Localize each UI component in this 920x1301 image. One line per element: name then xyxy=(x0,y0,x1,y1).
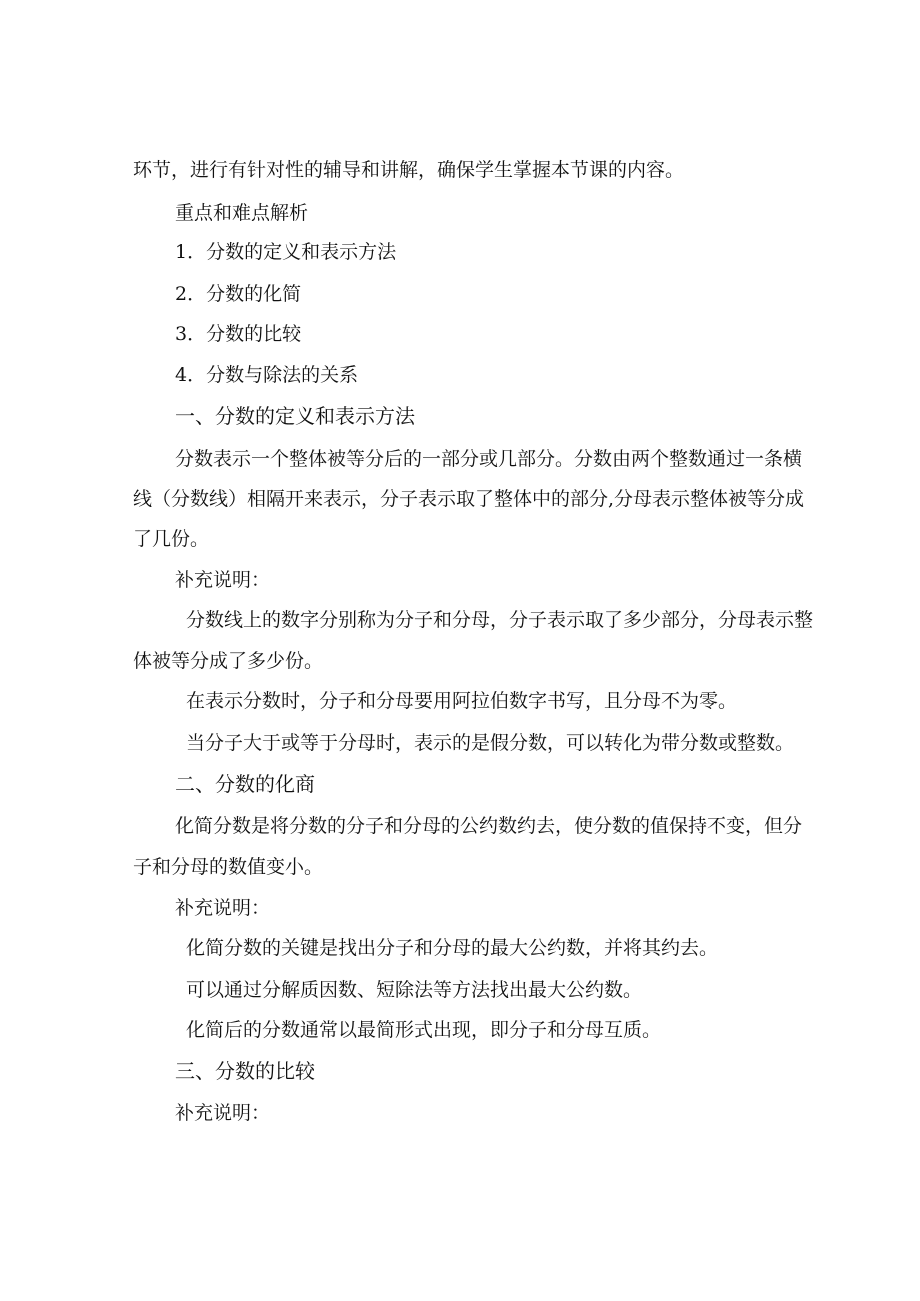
supplement-line: 体被等分成了多少份。 xyxy=(133,650,324,672)
section-heading: 二、分数的化商 xyxy=(175,772,315,796)
paragraph-line: 分数表示一个整体被等分后的一部分或几部分。分数由两个整数通过一条横 xyxy=(175,448,803,470)
intro-line: 环节，进行有针对性的辅导和讲解，确保学生掌握本节课的内容。 xyxy=(133,159,685,181)
supplement-label: 补充说明： xyxy=(175,569,271,591)
supplement-line: 化简后的分数通常以最简形式出现，即分子和分母互质。 xyxy=(186,1019,662,1041)
section-heading: 一、分数的定义和表示方法 xyxy=(175,404,415,428)
supplement-line: 在表示分数时，分子和分母要用阿拉伯数字书写，且分母不为零。 xyxy=(186,690,738,712)
key-point-item: 4．分数与除法的关系 xyxy=(175,364,359,386)
supplement-line: 化简分数的关键是找出分子和分母的最大公约数，并将其约去。 xyxy=(186,937,719,959)
section-heading: 三、分数的比较 xyxy=(175,1059,315,1083)
supplement-label: 补充说明： xyxy=(175,897,271,919)
key-point-item: 1．分数的定义和表示方法 xyxy=(175,241,397,263)
paragraph-line: 线（分数线）相隔开来表示，分子表示取了整体中的部分,分母表示整体被等分成 xyxy=(133,488,805,510)
key-point-item: 2．分数的化简 xyxy=(175,283,302,305)
paragraph-line: 化简分数是将分数的分子和分母的公约数约去，使分数的值保持不变，但分 xyxy=(175,815,803,837)
key-points-heading: 重点和难点解析 xyxy=(175,202,309,224)
supplement-line: 可以通过分解质因数、短除法等方法找出最大公约数。 xyxy=(186,979,643,1001)
supplement-line: 当分子大于或等于分母时，表示的是假分数，可以转化为带分数或整数。 xyxy=(186,732,795,754)
supplement-label: 补充说明： xyxy=(175,1102,271,1124)
key-point-item: 3．分数的比较 xyxy=(175,323,302,345)
supplement-line: 分数线上的数字分别称为分子和分母，分子表示取了多少部分，分母表示整 xyxy=(186,609,814,631)
paragraph-line: 了几份。 xyxy=(133,528,210,550)
paragraph-line: 子和分母的数值变小。 xyxy=(133,856,324,878)
